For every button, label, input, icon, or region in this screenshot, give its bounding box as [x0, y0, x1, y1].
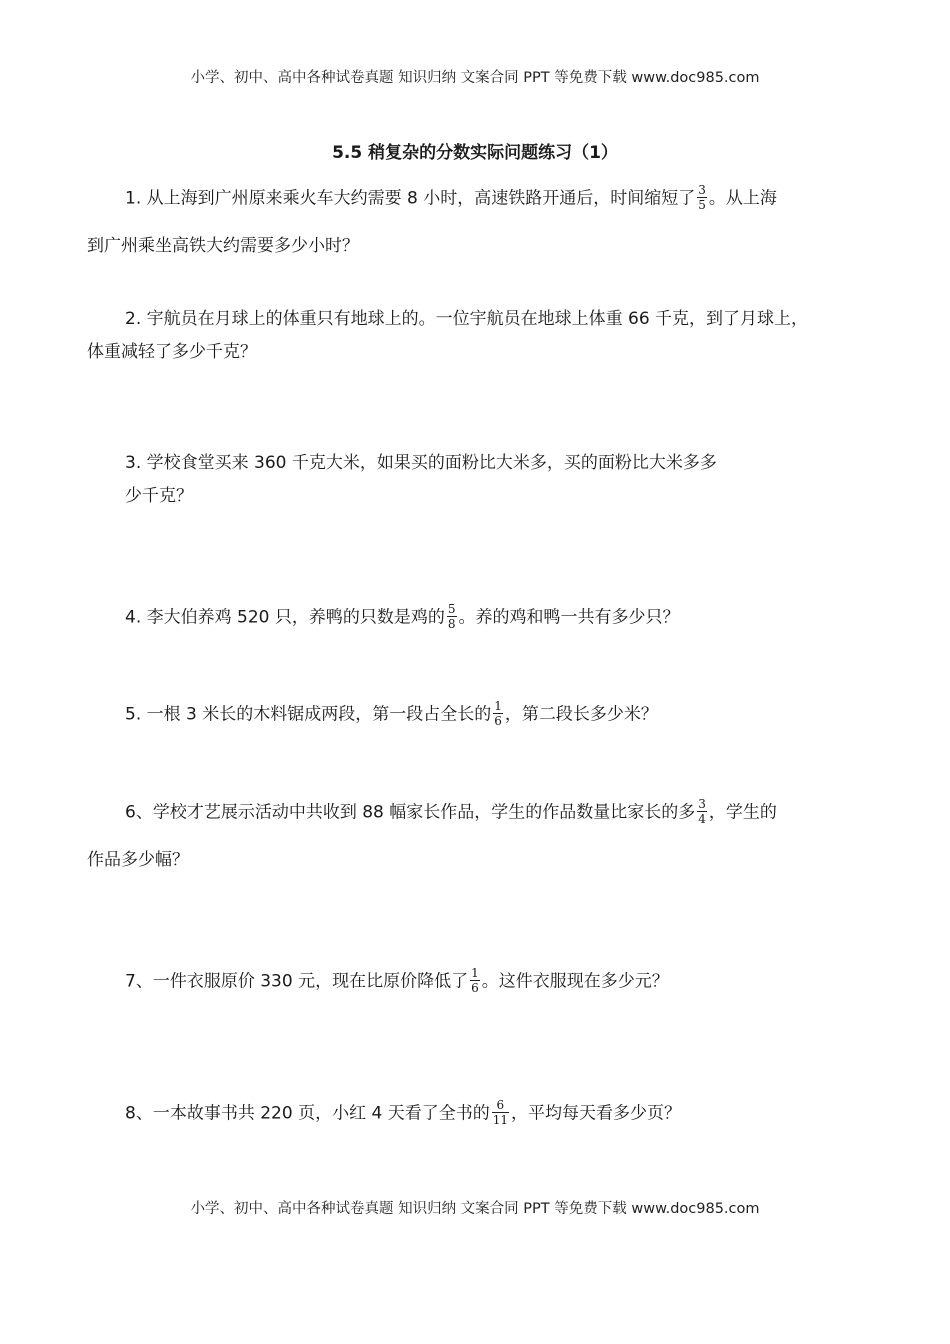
question-6-line-1 [125, 798, 777, 827]
question-4-text-b: 。养的鸡和鸭一共有多少只？ [458, 607, 680, 628]
question-1-line-1 [125, 184, 777, 213]
fraction-numerator: 3 [698, 183, 706, 197]
question-5-fraction [493, 699, 503, 728]
fraction-numerator: 3 [698, 797, 706, 811]
question-3-line-1: 3. 学校食堂买来 360 千克大米，如果买的面粉比大米多，买的面粉比大米多多 [125, 453, 717, 473]
question-5-text-b: ，第二段长多少米？ [504, 704, 658, 725]
question-3-line-2: 少千克？ [125, 486, 193, 506]
question-6-fraction [697, 797, 707, 826]
fraction-numerator: 1 [471, 966, 479, 980]
question-7 [125, 967, 669, 996]
question-8 [125, 1099, 681, 1128]
question-5-text-a: 5. 一根 3 米长的木料锯成两段，第一段占全长的 [125, 704, 492, 725]
question-1-line-2: 到广州乘坐高铁大约需要多少小时？ [87, 236, 359, 256]
question-6-text-b: ，学生的 [708, 802, 777, 823]
question-4 [125, 603, 680, 632]
fraction-numerator: 5 [447, 602, 456, 616]
fraction-denominator: 6 [471, 981, 479, 995]
question-4-text-a: 4. 李大伯养鸡 520 只，养鸭的只数是鸡的 [125, 607, 445, 628]
question-4-fraction [447, 602, 457, 631]
question-7-text-b: 。这件衣服现在多少元？ [481, 971, 669, 992]
question-6-text-a: 6、学校才艺展示活动中共收到 88 幅家长作品，学生的作品数量比家长的多 [125, 802, 696, 823]
fraction-denominator: 5 [698, 198, 706, 212]
question-1-text-a: 1. 从上海到广州原来乘火车大约需要 8 小时，高速铁路开通后，时间缩短了 [125, 188, 696, 209]
fraction-numerator: 1 [494, 699, 502, 713]
question-2-line-2: 体重减轻了多少千克？ [87, 342, 257, 362]
fraction-numerator: 6 [496, 1098, 505, 1112]
fraction-denominator: 6 [494, 714, 502, 728]
question-1-fraction [697, 183, 707, 212]
question-7-text-a: 7、一件衣服原价 330 元，现在比原价降低了 [125, 971, 469, 992]
question-1-text-b: 。从上海 [708, 188, 777, 209]
question-5 [125, 700, 658, 729]
question-6-line-2: 作品多少幅？ [87, 850, 189, 870]
page-footer: 小学、初中、高中各种试卷真题 知识归纳 文案合同 PPT 等免费下载 www.doc985.com [190, 1201, 760, 1217]
question-8-fraction [492, 1098, 509, 1127]
question-8-text-b: ，平均每天看多少页？ [510, 1103, 681, 1124]
question-2-line-1: 2. 宇航员在月球上的体重只有地球上的。一位宇航员在地球上体重 66 千克，到了月球上， [125, 309, 809, 329]
fraction-denominator: 4 [698, 812, 706, 826]
page-title: 5.5 稍复杂的分数实际问题练习（1） [332, 143, 618, 163]
fraction-denominator: 11 [492, 1113, 508, 1127]
page-header: 小学、初中、高中各种试卷真题 知识归纳 文案合同 PPT 等免费下载 www.doc985.com [190, 70, 760, 86]
question-7-fraction [470, 966, 480, 995]
fraction-denominator: 8 [447, 617, 456, 631]
question-8-text-a: 8、一本故事书共 220 页，小红 4 天看了全书的 [125, 1103, 490, 1124]
